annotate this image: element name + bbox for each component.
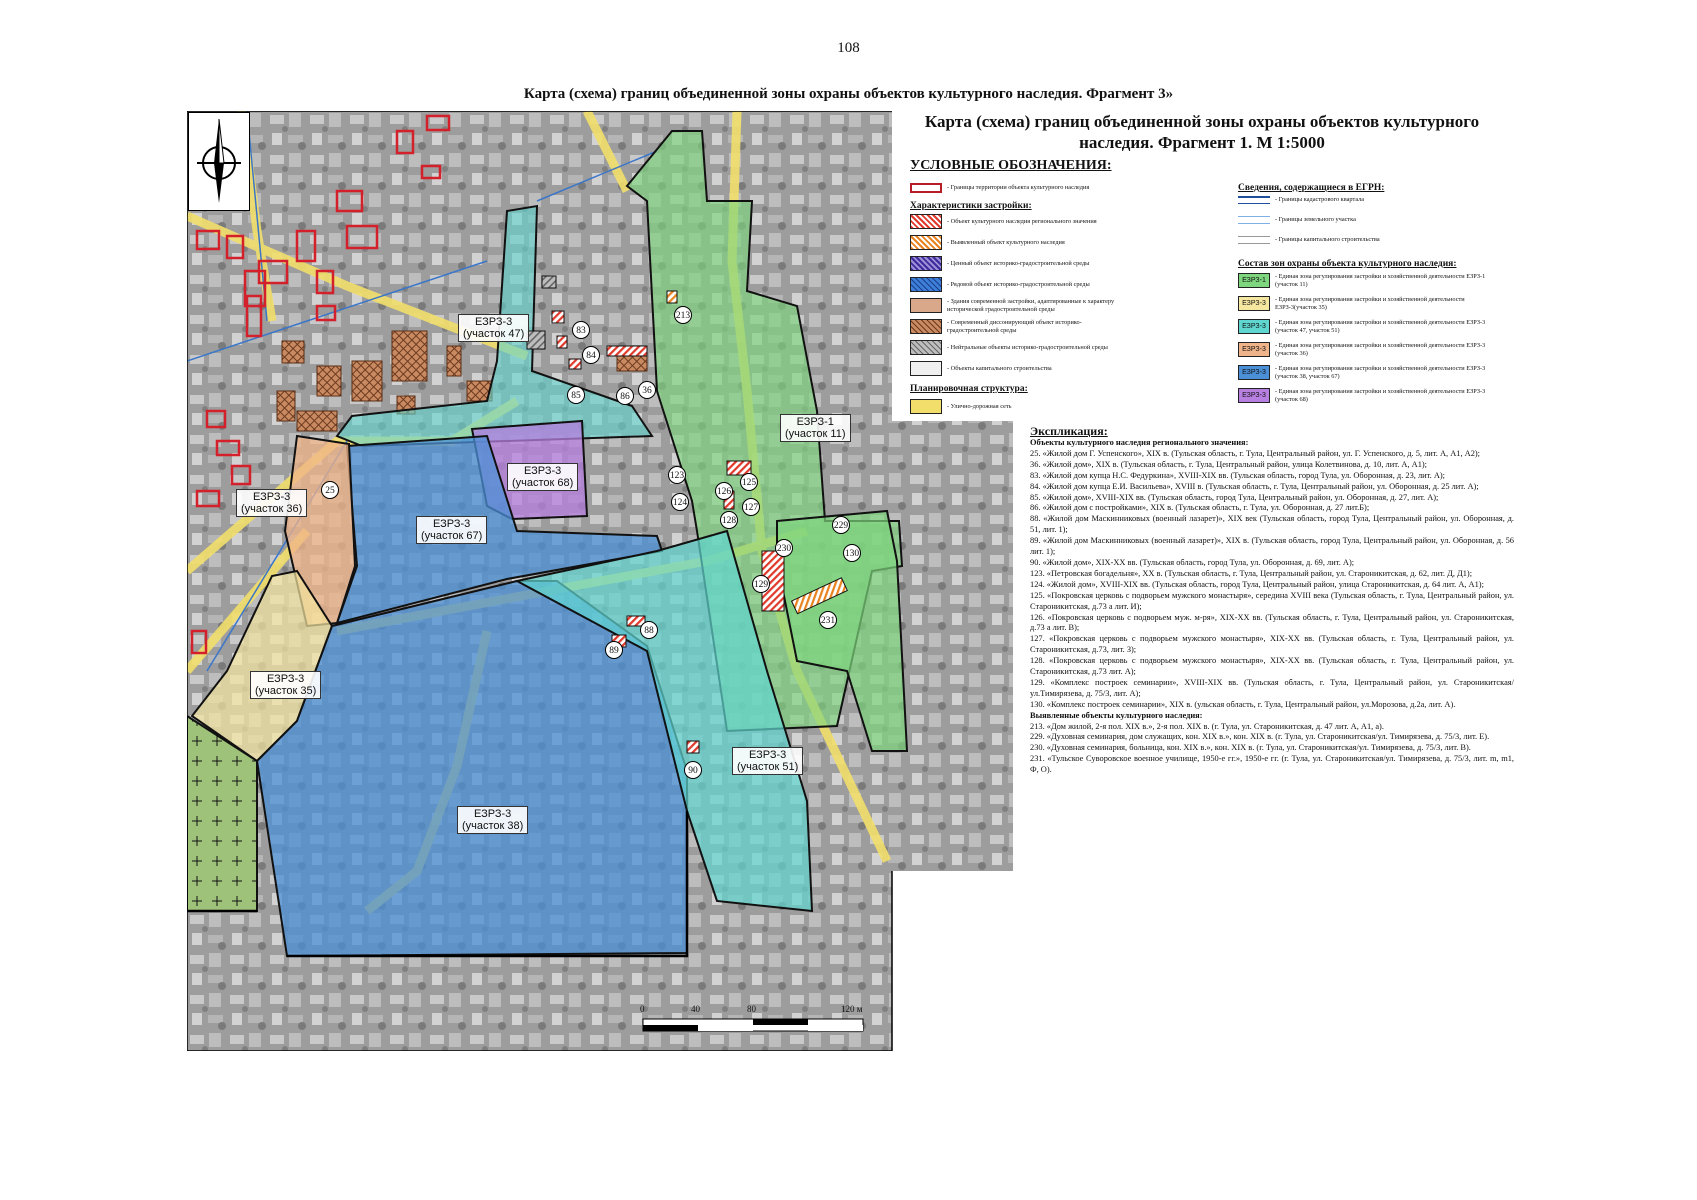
identified-list: [1030, 722, 1514, 777]
marker-124[interactable]: 124: [671, 493, 689, 511]
legend-text: - Единая зона регулирования застройки и хозяйственной деятельности ЕЗРЗ-1 (участок 11): [1275, 273, 1486, 288]
explication-item: 127. «Покровская церковь с подворьем мужского монастыря», XIX-XX вв. (Тульская область, г. Тула, Центральный район, ул. Староникитская, д.73, лит. З);: [1030, 634, 1514, 655]
explication-item: 124. «Жилой дом», XVIII-XIX вв. (Тульская область, город Тула, Центральный район, улица Староникитская, д. 64 лит. А, А1);: [1030, 579, 1484, 589]
legend-text: - Рядовой объект историко-градостроительной среды: [947, 280, 1090, 288]
legend-text: - Ценный объект историко-градостроительной среды: [947, 259, 1090, 267]
zone-label-11: ЕЗРЗ-1 (участок 11): [780, 414, 851, 442]
legend-swatch: ЕЗРЗ-3: [1238, 296, 1270, 311]
zone-label-51: ЕЗРЗ-3 (участок 51): [732, 747, 803, 775]
page-number: 108: [837, 40, 860, 56]
explication-item: 123. «Петровская богадельня», XX в. (Тульская область, г. Тула, Центральный район, ул. Староникитская, д. 62, лит. Д, Д1);: [1030, 568, 1473, 578]
marker-85[interactable]: 85: [567, 386, 585, 404]
legend-text: - Выявленный объект культурного наследия: [947, 238, 1065, 246]
characteristics-row: [910, 319, 1130, 334]
legend-swatch: [910, 298, 942, 313]
legend-text: - Единая зона регулирования застройки и хозяйственной деятельности ЕЗРЗ-3 (участок 36): [1275, 342, 1486, 357]
regional-title: Объекты культурного наследия регионального значения:: [1030, 438, 1249, 447]
legend-text: - Современный диссонирующий объект историко-градостроительной среды: [947, 319, 1082, 334]
explication-item: 129. «Комплекс построек семинарии», XVIII-XIX вв. (Тульская область, г. Тула, Центральный район, ул. Староникитская/ул.Тимирязева, д. 75/3, лит. А);: [1030, 677, 1514, 698]
legend-swatch: [910, 340, 942, 355]
legend-title: УСЛОВНЫЕ ОБОЗНАЧЕНИЯ:: [910, 158, 1112, 173]
explication-item: 231. «Тульское Суворовское военное училище, 1950-е гг.», 1950-е гг. (г. Тула, ул. Староникитская/ул. Тимирязева, д. 75/3, лит. m, m1, Ф, О).: [1030, 754, 1514, 775]
explication-item: 36. «Жилой дом», XIX в. (Тульская область, г. Тула, Центральный район, улица Колетвинова, д. 10, лит. А, А1);: [1030, 459, 1428, 469]
zones-row: [1238, 342, 1488, 357]
planning-row: [910, 399, 1130, 414]
explication-item: 83. «Жилой дом купца Н.С. Федуркина», XVIII-XIX вв. (Тульская область, город Тула, ул. Оборонная, д. 23, лит. А);: [1030, 470, 1445, 480]
explication-item: 126. «Покровская церковь с подворьем муж. м-ря», XIX-XX вв. (Тульская область, г. Тула, Центральный район, ул. Староникитская, д.73 а лит. В);: [1030, 612, 1514, 633]
scale-tick-0: 0: [640, 1004, 645, 1014]
zone-label-36: ЕЗРЗ-3 (участок 36): [236, 489, 307, 517]
characteristics-row: [910, 256, 1130, 271]
marker-231[interactable]: 231: [819, 611, 837, 629]
marker-230[interactable]: 230: [775, 539, 793, 557]
legend-swatch: [1238, 196, 1270, 204]
legend-swatch: [910, 361, 942, 376]
explication-item: 128. «Покровская церковь с подворьем мужского монастыря», XIX-XX вв. (Тульская область, г. Тула, Центральный район, ул. Староникитская, д.73 лит. А);: [1030, 656, 1514, 677]
zones-row: [1238, 273, 1488, 288]
characteristics-row: [910, 235, 1130, 250]
explication-item: 230. «Духовная семинария, больница, кон. XIX в.», кон. XIX в. (г. Тула, ул. Староникитская/ул. Тимирязева, д. 75/3, лит. В).: [1030, 743, 1471, 753]
marker-90[interactable]: 90: [684, 761, 702, 779]
egrn-row: [1238, 196, 1458, 204]
legend-swatch: [910, 399, 942, 414]
marker-88[interactable]: 88: [640, 621, 658, 639]
legend-boundary: - Границы территории объекта культурного наследия: [910, 183, 1130, 193]
marker-213[interactable]: 213: [674, 306, 692, 324]
marker-25[interactable]: 25: [321, 481, 339, 499]
explication-item: 88. «Жилой дом Маскинниковых (военный лазарет)», XIX век (Тульская область, город Тула, Центральный район, ул. Оборонная, д. 51, лит. 1);: [1030, 514, 1514, 535]
characteristics-row: [910, 361, 1130, 376]
boundary-swatch: [910, 183, 942, 193]
legend-swatch: [910, 214, 942, 229]
scale-tick-120: 120 м: [841, 1004, 863, 1014]
marker-83[interactable]: 83: [572, 321, 590, 339]
marker-129[interactable]: 129: [752, 575, 770, 593]
explication-item: 90. «Жилой дом», XIX-XX вв. (Тульская область, город Тула, ул. Оборонная, д. 69, лит. А);: [1030, 557, 1355, 567]
zones-row: [1238, 296, 1488, 311]
marker-84[interactable]: 84: [582, 346, 600, 364]
marker-127[interactable]: 127: [742, 498, 760, 516]
regional-list: [1030, 449, 1514, 711]
marker-128[interactable]: 128: [720, 511, 738, 529]
characteristics-row: [910, 298, 1130, 313]
zones-title: Состав зон охраны объекта культурного наследия:: [1238, 259, 1457, 269]
legend-swatch: [1238, 216, 1270, 224]
legend-swatch: [910, 235, 942, 250]
zones-row: [1238, 319, 1488, 334]
legend-swatch: ЕЗРЗ-3: [1238, 365, 1270, 380]
marker-130[interactable]: 130: [843, 544, 861, 562]
legend-text: - Единая зона регулирования застройки и хозяйственной деятельности ЕЗРЗ-3 (участок 68): [1275, 388, 1486, 403]
planning-title: Планировочная структура:: [910, 384, 1028, 394]
compass-icon: [189, 113, 249, 210]
legend-text: - Единая зона регулирования застройки и хозяйственной деятельности ЕЗРЗ-3 (участок 47, участок 51): [1275, 319, 1486, 334]
legend-swatch: ЕЗРЗ-3: [1238, 388, 1270, 403]
legend-swatch: ЕЗРЗ-3: [1238, 342, 1270, 357]
explication-item: 84. «Жилой дом купца Е.И. Васильева», XVIII в. (Тульская область, г. Тула, Центральный район, ул. Оборонная, д. 25 лит. А);: [1030, 481, 1479, 491]
scale-tick-80: 80: [747, 1004, 756, 1014]
explication-item: 125. «Покровская церковь с подворьем мужского монастыря», середина XVIII века (Тульская область, г. Тула, Центральный район, ул. Староникитская, д.73 а лит. И);: [1030, 590, 1514, 611]
identified-title: Выявленные объекты культурного наследия:: [1030, 710, 1203, 720]
zone-label-35: ЕЗРЗ-3 (участок 35): [250, 671, 321, 699]
egrn-row: [1238, 236, 1458, 244]
marker-89[interactable]: 89: [605, 641, 623, 659]
legend-swatch: [910, 256, 942, 271]
legend-text: - Границы кадастрового квартала: [1275, 196, 1365, 204]
legend-text: - Нейтральные объекты историко-градостроительной среды: [947, 343, 1108, 351]
legend-text: - Границы земельного участка: [1275, 216, 1356, 224]
legend-swatch: ЕЗРЗ-1: [1238, 273, 1270, 288]
zone-label-67: ЕЗРЗ-3 (участок 67): [416, 516, 487, 544]
explication-item: 85. «Жилой дом», XVIII-XIX вв. (Тульская область, город Тула, Центральный район, ул. Оборонная, д. 27, лит. А);: [1030, 492, 1439, 502]
explication: [1030, 425, 1514, 776]
zones-row: [1238, 365, 1488, 380]
legend-text: - Единая зона регулирования застройки и хозяйственной деятельности ЕЗРЗ-3 (участок 38, участок 67): [1275, 365, 1486, 380]
marker-126[interactable]: 126: [715, 482, 733, 500]
zone-label-47: ЕЗРЗ-3 (участок 47): [458, 314, 529, 342]
map-heading: Карта (схема) границ объединенной зоны охраны объектов культурного наследия. Фрагмент 1. М 1:5000: [924, 112, 1480, 152]
characteristics-row: [910, 340, 1130, 355]
characteristics-row: [910, 214, 1130, 229]
map-frame[interactable]: [187, 111, 1517, 1051]
scale-tick-40: 40: [691, 1004, 700, 1014]
north-arrow: [188, 112, 250, 211]
page-title: Карта (схема) границ объединенной зоны охраны объектов культурного наследия. Фрагмент 3»: [523, 86, 1174, 102]
characteristics-row: [910, 277, 1130, 292]
explication-item: 213. «Дом жилой, 2-я пол. XIX в.», 2-я пол. XIX в. (г. Тула, ул. Староникитская, д. 47 лит. А, А1, а).: [1030, 721, 1384, 731]
marker-86[interactable]: 86: [616, 387, 634, 405]
legend-text: - Объект культурного наследия регионального значения: [947, 217, 1097, 225]
legend-swatch: [910, 319, 942, 334]
explication-title: Экспликация:: [1030, 424, 1108, 438]
explication-item: 25. «Жилой дом Г. Успенского», XIX в. (Тульская область, г. Тула, Центральный район, ул. Г. Успенского, д. 5, лит. А, А1, А2);: [1030, 448, 1481, 458]
egrn-title: Сведения, содержащиеся в ЕГРН:: [1238, 183, 1385, 193]
zone-label-38: ЕЗРЗ-3 (участок 38): [457, 806, 528, 834]
egrn-row: [1238, 216, 1458, 224]
legend-text: - Единая зона регулирования застройки и хозяйственной деятельности ЕЗРЗ-3(участок 35): [1275, 296, 1465, 311]
marker-123[interactable]: 123: [668, 466, 686, 484]
zone-label-68: ЕЗРЗ-3 (участок 68): [507, 463, 578, 491]
explication-item: 86. «Жилой дом с постройками», XIX в. (Тульская область, г. Тула, ул. Оборонная, д. 27 лит.Б);: [1030, 503, 1370, 513]
legend-swatch: [910, 277, 942, 292]
marker-36[interactable]: 36: [638, 381, 656, 399]
explication-item: 130. «Комплекс построек семинарии», XIX в. (ульская область, г. Тула, Центральный район, ул.Морозова, д.2а, лит. А).: [1030, 699, 1456, 709]
marker-125[interactable]: 125: [740, 473, 758, 491]
scale-bar: [643, 1019, 863, 1031]
legend-text: - Здания современной застройки, адаптированные к характеру исторической градостроительной среды: [947, 298, 1115, 313]
legend-text: - Границы капитального строительства: [1275, 236, 1380, 244]
explication-item: 89. «Жилой дом Маскинниковых (военный лазарет)», XIX в. (Тульская область, город Тула, Центральный район, ул. Оборонная, д. 56 лит. 1);: [1030, 536, 1514, 557]
marker-229[interactable]: 229: [832, 516, 850, 534]
explication-item: 229. «Духовная семинария, дом служащих, кон. XIX в.», кон. XIX в. (г. Тула, ул. Староникитская/ул. Тимирязева, д. 75/3, лит. Е).: [1030, 732, 1490, 742]
zones-row: [1238, 388, 1488, 403]
legend-text: - Объекты капитального строительства: [947, 364, 1052, 372]
characteristics-title: Характеристики застройки:: [910, 201, 1032, 211]
legend-text: - Улично-дорожная сеть: [947, 402, 1012, 410]
legend-swatch: ЕЗРЗ-3: [1238, 319, 1270, 334]
legend-swatch: [1238, 236, 1270, 244]
